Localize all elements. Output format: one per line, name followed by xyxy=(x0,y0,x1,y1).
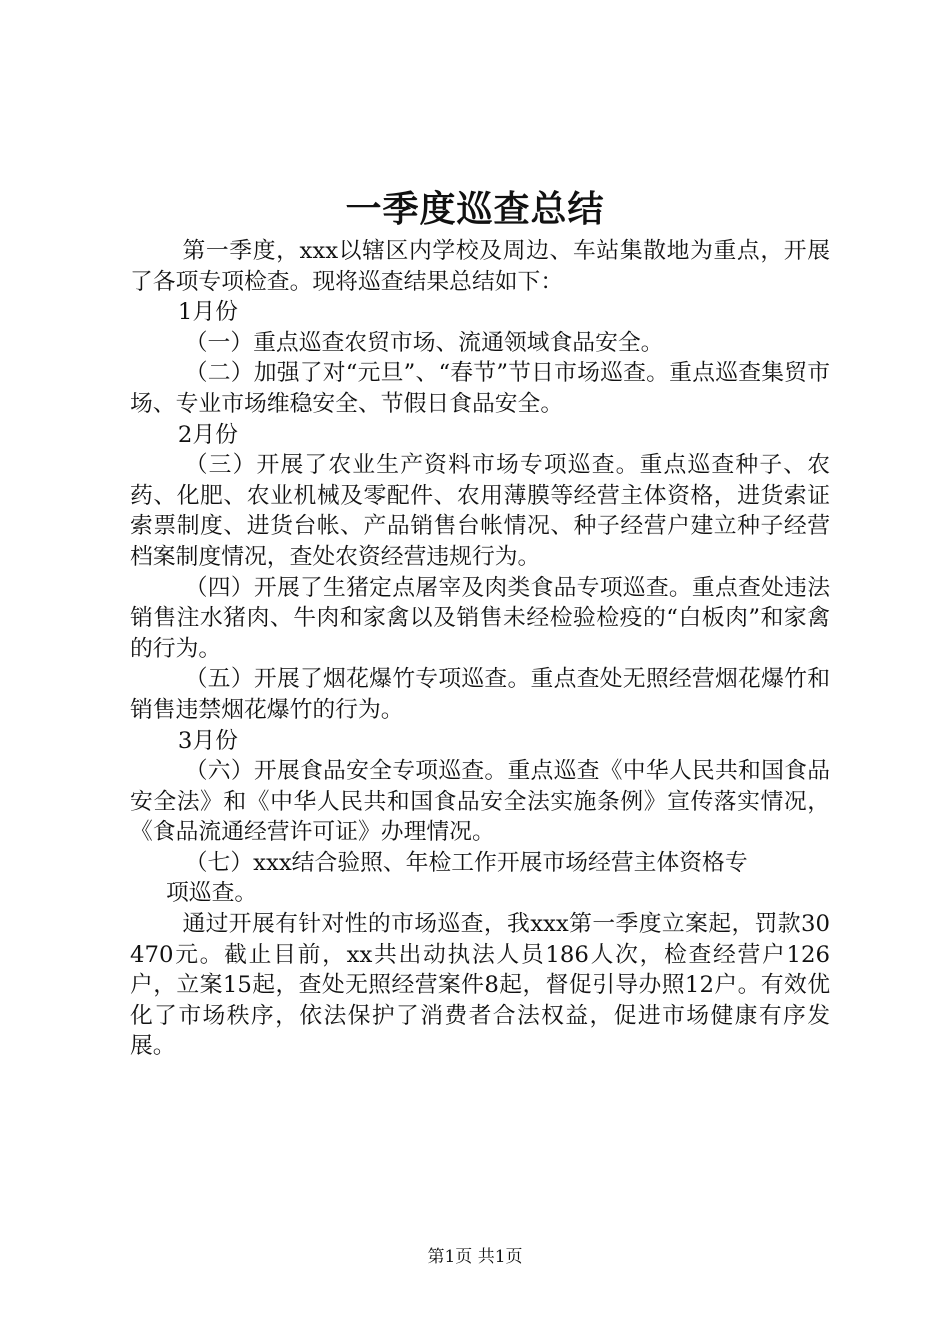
summary-paragraph: 通过开展有针对性的市场巡查，我xxx第一季度立案起，罚款30470元。截止目前，xx共出动执法人员186人次，检查经营户126户，立案15起，查处无照经营案件8起，督促引导办照12户。有效优化了市场秩序，依法保护了消费者合法权益，促进市场健康有序发展。 xyxy=(130,911,830,1060)
document-title: 一季度巡查总结 xyxy=(345,188,605,230)
item-paragraph-3: （三）开展了农业生产资料市场专项巡查。重点巡查种子、农药、化肥、农业机械及零配件、农用薄膜等经营主体资格，进货索证索票制度、进货台帐、产品销售台帐情况、种子经营户建立种子经营档案制度情况，查处农资经营违规行为。 xyxy=(130,452,830,570)
month-heading-february: 2月份 xyxy=(177,421,238,448)
intro-paragraph: 第一季度，xxx以辖区内学校及周边、车站集散地为重点，开展了各项专项检查。现将巡查结果总结如下： xyxy=(130,238,830,295)
item-paragraph-6: （六）开展食品安全专项巡查。重点巡查《中华人民共和国食品安全法》和《中华人民共和国食品安全法实施条例》宣传落实情况，《食品流通经营许可证》办理情况。 xyxy=(130,758,830,846)
month-heading-march: 3月份 xyxy=(177,727,238,754)
item-paragraph-2: （二）加强了对“元旦”、“春节”节日市场巡查。重点巡查集贸市场、专业市场维稳安全、节假日食品安全。 xyxy=(130,360,830,417)
page-footer: 第1页 共1页 xyxy=(427,1247,523,1267)
item-paragraph-5: （五）开展了烟花爆竹专项巡查。重点查处无照经营烟花爆竹和销售违禁烟花爆竹的行为。 xyxy=(130,666,830,723)
item-paragraph-4: （四）开展了生猪定点屠宰及肉类食品专项巡查。重点查处违法销售注水猪肉、牛肉和家禽以及销售未经检验检疫的“白板肉”和家禽的行为。 xyxy=(130,574,830,662)
month-heading-january: 1月份 xyxy=(177,299,238,326)
item-paragraph-7-continuation: 项巡查。 xyxy=(166,880,258,907)
document-body xyxy=(130,236,830,1062)
item-paragraph-1: （一）重点巡查农贸市场、流通领域食品安全。 xyxy=(184,329,664,356)
item-paragraph-7: （七）xxx结合验照、年检工作开展市场经营主体资格专 xyxy=(184,849,748,876)
